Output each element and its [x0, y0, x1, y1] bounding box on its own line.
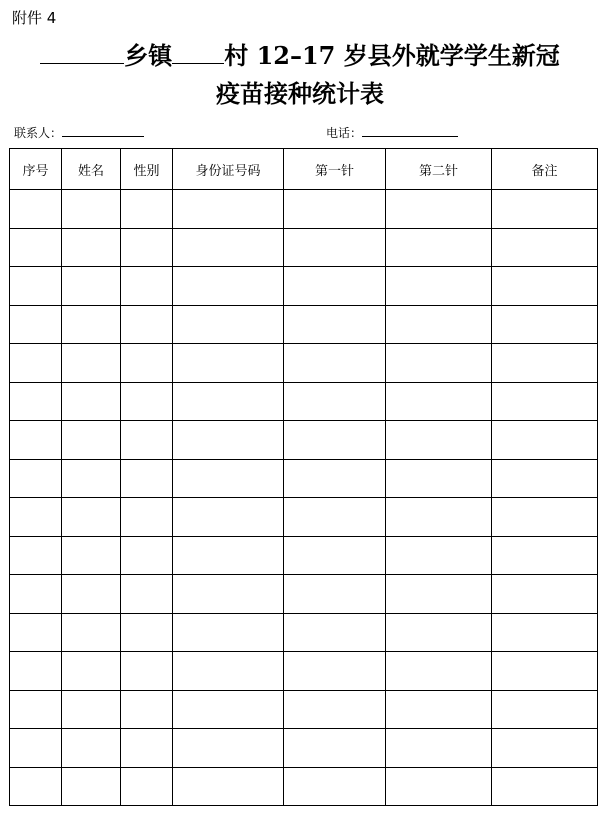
- table-cell[interactable]: [492, 575, 598, 614]
- table-cell[interactable]: [386, 267, 492, 306]
- form-title-line-1: [0, 40, 600, 72]
- table-cell[interactable]: [284, 421, 386, 460]
- table-cell[interactable]: [10, 498, 62, 537]
- table-row: [10, 190, 598, 229]
- table-cell[interactable]: [62, 690, 121, 729]
- column-header-second-dose: 第二针: [386, 149, 492, 190]
- table-cell[interactable]: [386, 498, 492, 537]
- village-blank[interactable]: [172, 41, 224, 64]
- table-cell[interactable]: [10, 190, 62, 229]
- table-cell[interactable]: [10, 267, 62, 306]
- table-cell[interactable]: [284, 190, 386, 229]
- contact-person-field[interactable]: [62, 122, 144, 137]
- table-cell[interactable]: [284, 690, 386, 729]
- contact-person-row: [14, 122, 144, 141]
- table-cell[interactable]: [173, 344, 284, 383]
- table-cell[interactable]: [492, 536, 598, 575]
- table-row: [10, 267, 598, 306]
- table-cell[interactable]: [121, 267, 173, 306]
- table-cell[interactable]: [62, 767, 121, 806]
- table-row: [10, 575, 598, 614]
- table-cell[interactable]: [492, 767, 598, 806]
- table-cell[interactable]: [386, 652, 492, 691]
- table-row: [10, 228, 598, 267]
- table-cell[interactable]: [386, 344, 492, 383]
- table-cell[interactable]: [121, 536, 173, 575]
- table-cell[interactable]: [62, 652, 121, 691]
- table-row: [10, 690, 598, 729]
- table-cell[interactable]: [173, 228, 284, 267]
- table-cell[interactable]: [492, 305, 598, 344]
- column-header-serial: 序号: [10, 149, 62, 190]
- table-cell[interactable]: [386, 459, 492, 498]
- table-cell[interactable]: [173, 536, 284, 575]
- table-cell[interactable]: [10, 536, 62, 575]
- table-cell[interactable]: [121, 729, 173, 768]
- table-cell[interactable]: [492, 498, 598, 537]
- table-cell[interactable]: [10, 382, 62, 421]
- table-cell[interactable]: [386, 382, 492, 421]
- table-cell[interactable]: [492, 228, 598, 267]
- table-cell[interactable]: [284, 344, 386, 383]
- township-blank[interactable]: [40, 41, 124, 64]
- table-cell[interactable]: [121, 228, 173, 267]
- table-cell[interactable]: [10, 690, 62, 729]
- table-cell[interactable]: [284, 498, 386, 537]
- table-cell[interactable]: [121, 382, 173, 421]
- phone-field[interactable]: [362, 122, 458, 137]
- column-header-name: 姓名: [62, 149, 121, 190]
- table-cell[interactable]: [10, 344, 62, 383]
- table-cell[interactable]: [62, 267, 121, 306]
- table-cell[interactable]: [121, 767, 173, 806]
- table-cell[interactable]: [173, 652, 284, 691]
- table-cell[interactable]: [173, 421, 284, 460]
- table-cell[interactable]: [386, 575, 492, 614]
- table-cell[interactable]: [121, 575, 173, 614]
- table-cell[interactable]: [284, 459, 386, 498]
- table-cell[interactable]: [173, 267, 284, 306]
- table-row: [10, 382, 598, 421]
- table-cell[interactable]: [492, 690, 598, 729]
- table-cell[interactable]: [284, 729, 386, 768]
- vaccination-table: [9, 148, 598, 806]
- table-row: [10, 767, 598, 806]
- table-cell[interactable]: [492, 382, 598, 421]
- table-cell[interactable]: [173, 498, 284, 537]
- table-cell[interactable]: [173, 575, 284, 614]
- table-cell[interactable]: [62, 575, 121, 614]
- table-row: [10, 459, 598, 498]
- table-cell[interactable]: [62, 459, 121, 498]
- table-cell[interactable]: [492, 421, 598, 460]
- title-township-suffix: 乡镇: [124, 41, 173, 70]
- table-cell[interactable]: [173, 459, 284, 498]
- table-cell[interactable]: [492, 190, 598, 229]
- column-header-gender: 性别: [121, 149, 173, 190]
- table-row: [10, 536, 598, 575]
- column-header-remarks: 备注: [492, 149, 598, 190]
- table-cell[interactable]: [10, 613, 62, 652]
- table-cell[interactable]: [10, 228, 62, 267]
- table-row: [10, 344, 598, 383]
- table-cell[interactable]: [173, 190, 284, 229]
- table-cell[interactable]: [62, 421, 121, 460]
- table-row: [10, 613, 598, 652]
- attachment-label: 附件 4: [12, 9, 57, 27]
- table-cell[interactable]: [10, 305, 62, 344]
- table-cell[interactable]: [10, 652, 62, 691]
- table-cell[interactable]: [62, 190, 121, 229]
- table-cell[interactable]: [173, 305, 284, 344]
- table-cell[interactable]: [121, 459, 173, 498]
- table-cell[interactable]: [386, 690, 492, 729]
- table-cell[interactable]: [10, 459, 62, 498]
- table-cell[interactable]: [62, 344, 121, 383]
- table-cell[interactable]: [173, 382, 284, 421]
- table-cell[interactable]: [121, 344, 173, 383]
- table-cell[interactable]: [121, 690, 173, 729]
- table-cell[interactable]: [386, 305, 492, 344]
- table-cell[interactable]: [386, 421, 492, 460]
- table-cell[interactable]: [10, 575, 62, 614]
- table-cell[interactable]: [284, 267, 386, 306]
- title-village-suffix: 村 12–17 岁县外就学学生新冠: [224, 41, 560, 70]
- table-cell[interactable]: [284, 767, 386, 806]
- table-cell[interactable]: [10, 729, 62, 768]
- table-cell[interactable]: [62, 305, 121, 344]
- table-cell[interactable]: [284, 228, 386, 267]
- table-cell[interactable]: [10, 767, 62, 806]
- table-cell[interactable]: [492, 613, 598, 652]
- table-cell[interactable]: [386, 613, 492, 652]
- phone-row: [326, 122, 458, 141]
- table-cell[interactable]: [121, 613, 173, 652]
- contact-person-label: 联系人：: [14, 126, 63, 140]
- table-cell[interactable]: [10, 421, 62, 460]
- table-cell[interactable]: [492, 459, 598, 498]
- table-row: [10, 498, 598, 537]
- table-cell[interactable]: [173, 767, 284, 806]
- table-row: [10, 652, 598, 691]
- table-header-row: [10, 149, 598, 190]
- table-cell[interactable]: [492, 344, 598, 383]
- table-cell[interactable]: [62, 729, 121, 768]
- table-cell[interactable]: [121, 421, 173, 460]
- table-cell[interactable]: [492, 267, 598, 306]
- table-cell[interactable]: [121, 652, 173, 691]
- table-cell[interactable]: [121, 190, 173, 229]
- table-cell[interactable]: [386, 190, 492, 229]
- form-title-line-2: 疫苗接种统计表: [216, 79, 384, 108]
- table-cell[interactable]: [386, 536, 492, 575]
- column-header-first-dose: 第一针: [284, 149, 386, 190]
- table-cell[interactable]: [62, 536, 121, 575]
- table-cell[interactable]: [62, 382, 121, 421]
- table-cell[interactable]: [62, 613, 121, 652]
- table-row: [10, 305, 598, 344]
- table-cell[interactable]: [121, 305, 173, 344]
- table-cell[interactable]: [62, 498, 121, 537]
- table-cell[interactable]: [284, 536, 386, 575]
- table-row: [10, 421, 598, 460]
- table-cell[interactable]: [121, 498, 173, 537]
- table-body: [10, 190, 598, 806]
- table-cell[interactable]: [173, 729, 284, 768]
- table-cell[interactable]: [492, 729, 598, 768]
- table-cell[interactable]: [386, 729, 492, 768]
- table-cell[interactable]: [386, 767, 492, 806]
- table-row: [10, 729, 598, 768]
- table-cell[interactable]: [284, 613, 386, 652]
- table-cell[interactable]: [284, 575, 386, 614]
- column-header-id-number: 身份证号码: [173, 149, 284, 190]
- table-cell[interactable]: [173, 613, 284, 652]
- table-cell[interactable]: [284, 652, 386, 691]
- table-cell[interactable]: [492, 652, 598, 691]
- table-cell[interactable]: [62, 228, 121, 267]
- table-cell[interactable]: [386, 228, 492, 267]
- phone-label: 电话：: [326, 126, 363, 140]
- table-cell[interactable]: [284, 382, 386, 421]
- table-cell[interactable]: [173, 690, 284, 729]
- table-cell[interactable]: [284, 305, 386, 344]
